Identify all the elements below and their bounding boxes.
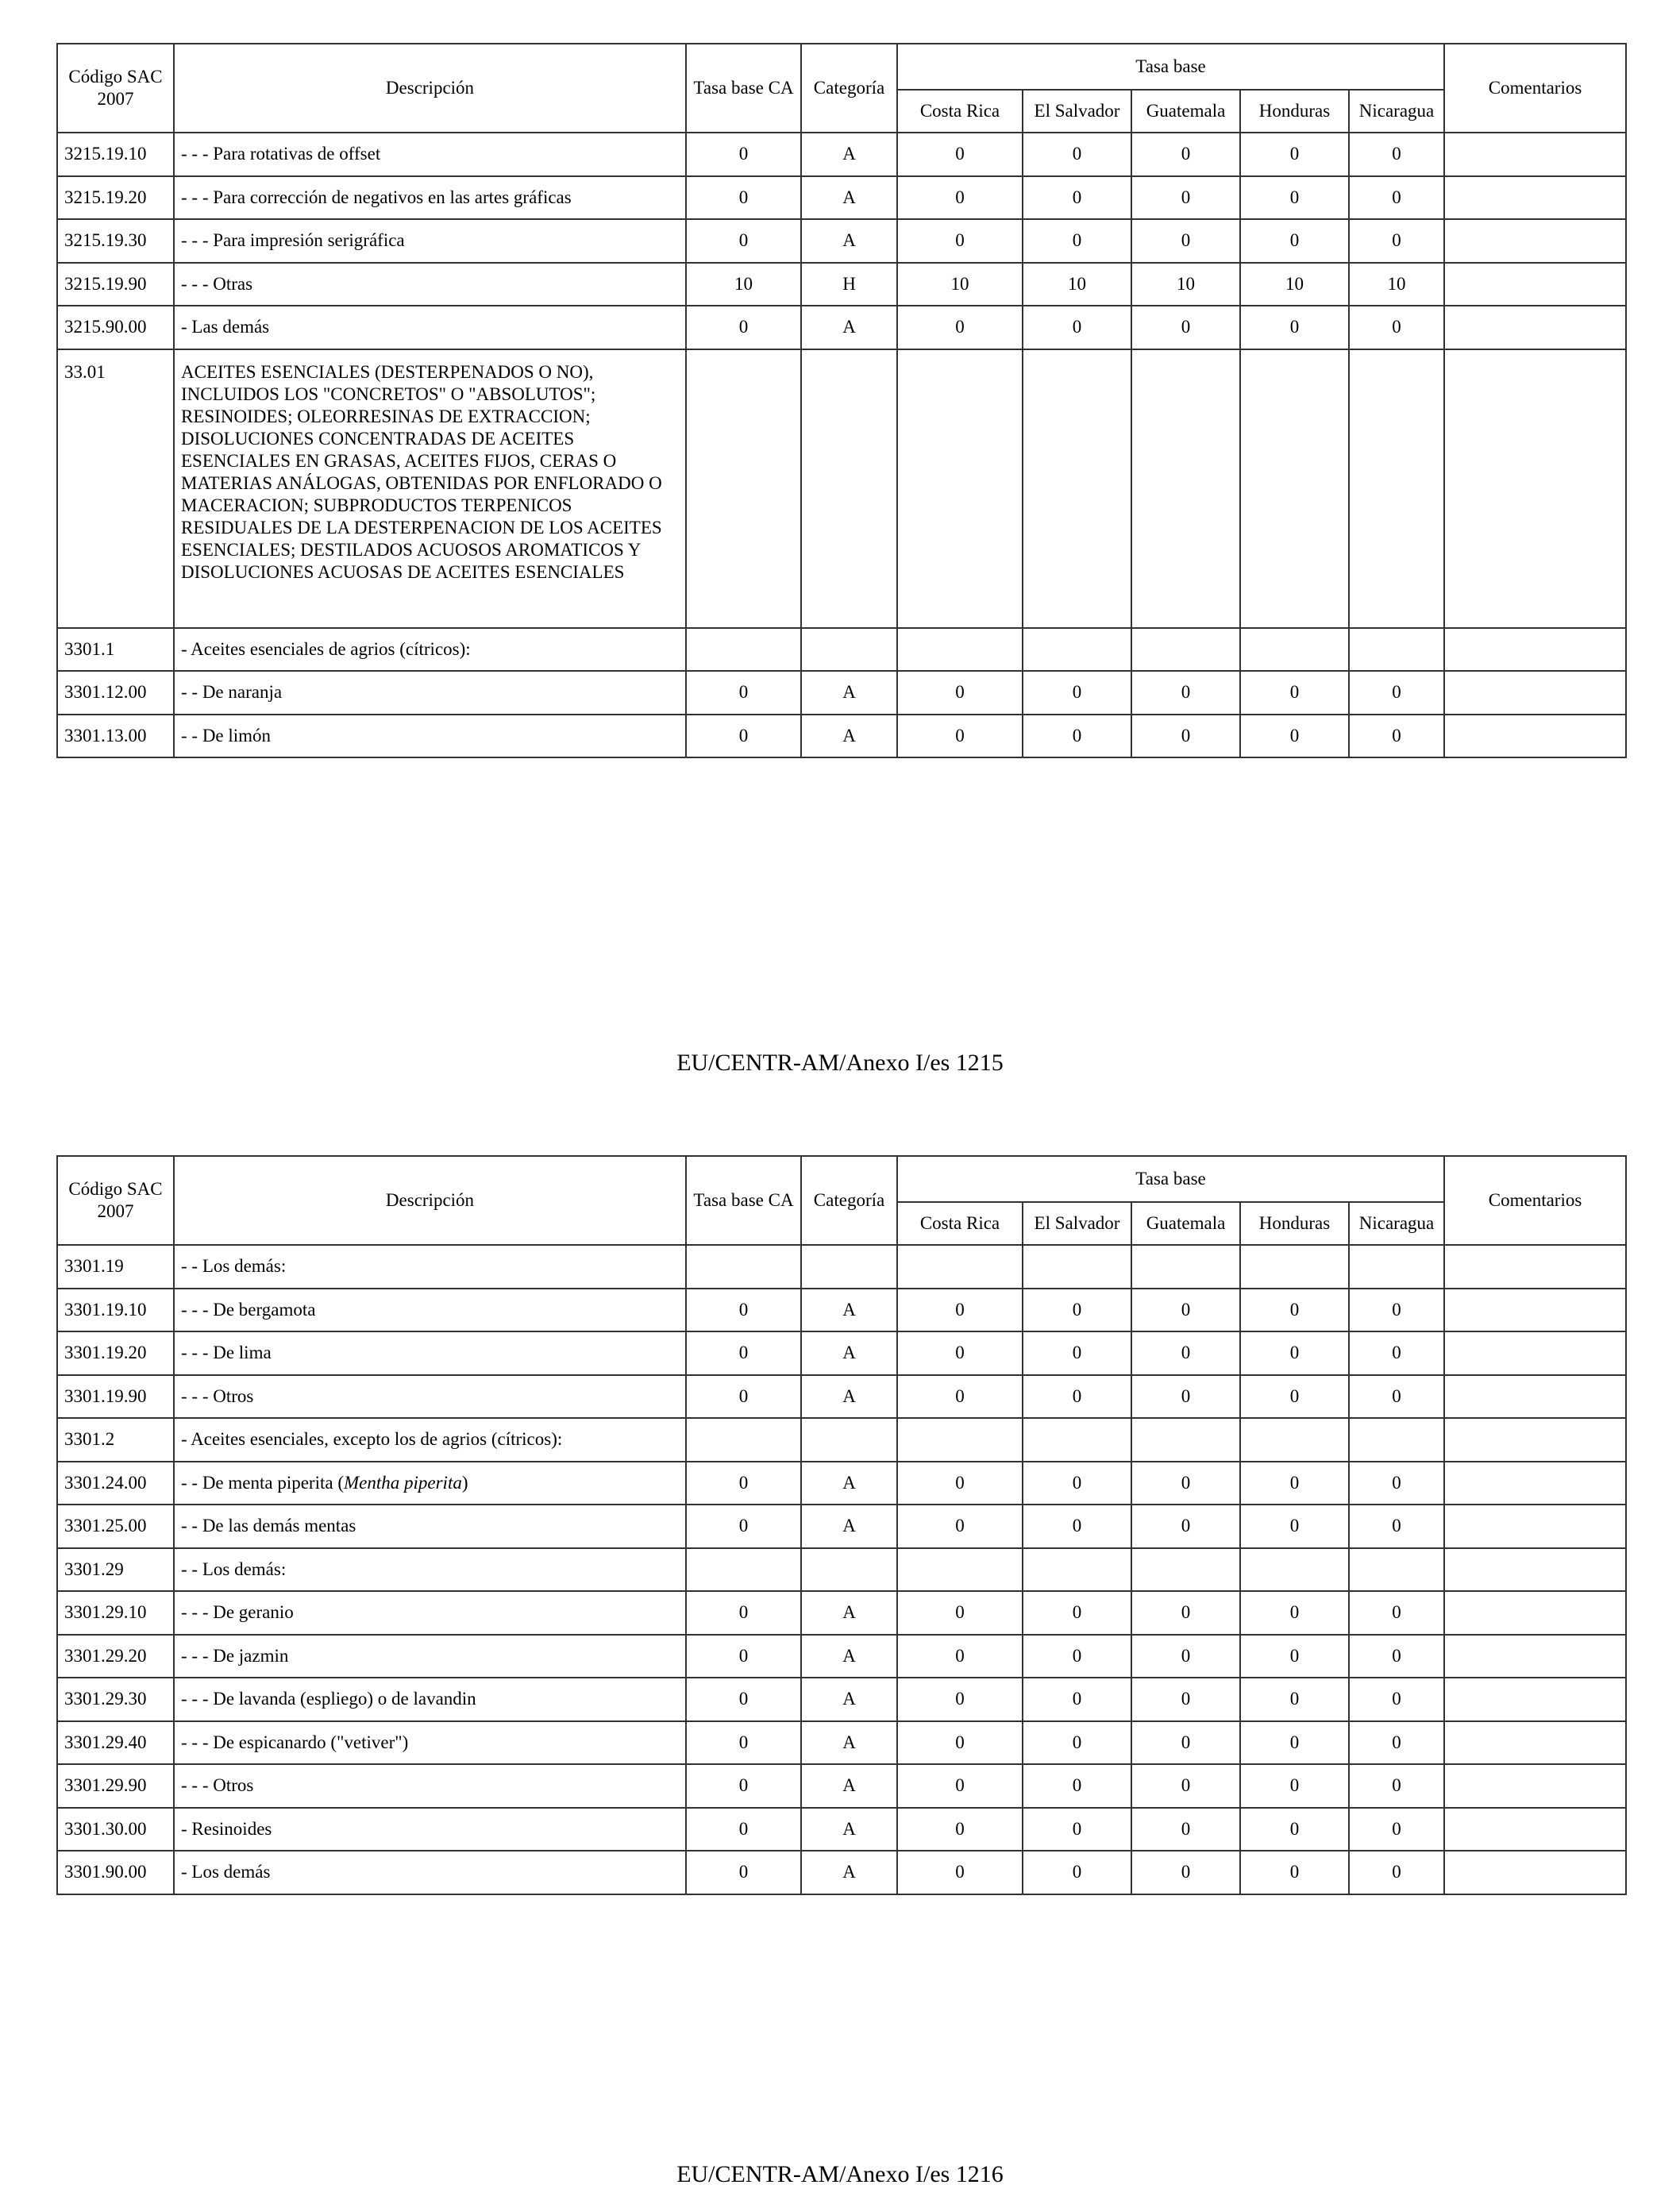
cell-el-salvador: 0	[1023, 1591, 1131, 1635]
cell-categoria: A	[801, 1851, 897, 1894]
cell-categoria	[801, 628, 897, 672]
cell-guatemala: 0	[1131, 715, 1240, 758]
cell-nicaragua: 0	[1349, 1721, 1444, 1765]
cell-honduras	[1240, 1548, 1349, 1592]
cell-tasa-base-ca: 0	[686, 1678, 801, 1721]
cell-guatemala	[1131, 349, 1240, 628]
cell-nicaragua: 0	[1349, 715, 1444, 758]
cell-guatemala	[1131, 1245, 1240, 1289]
cell-categoria	[801, 1245, 897, 1289]
header-nicaragua: Nicaragua	[1349, 90, 1444, 133]
cell-codigo: 3301.12.00	[57, 671, 174, 715]
cell-tasa-base-ca: 0	[686, 671, 801, 715]
cell-descripcion: - Aceites esenciales, excepto los de agrios (cítricos):	[174, 1418, 686, 1462]
cell-guatemala: 0	[1131, 1375, 1240, 1419]
cell-codigo: 3215.90.00	[57, 306, 174, 349]
cell-descripcion: - - - De jazmin	[174, 1635, 686, 1678]
cell-comentarios	[1444, 1851, 1626, 1894]
cell-nicaragua: 0	[1349, 1462, 1444, 1505]
cell-codigo: 33.01	[57, 349, 174, 628]
cell-nicaragua: 0	[1349, 1505, 1444, 1548]
cell-el-salvador	[1023, 1245, 1131, 1289]
cell-categoria: A	[801, 176, 897, 220]
cell-comentarios	[1444, 1678, 1626, 1721]
cell-comentarios	[1444, 1721, 1626, 1765]
cell-tasa-base-ca: 0	[686, 176, 801, 220]
cell-guatemala: 10	[1131, 263, 1240, 306]
table-row	[57, 176, 1626, 220]
cell-comentarios	[1444, 1462, 1626, 1505]
cell-categoria	[801, 1548, 897, 1592]
cell-honduras: 0	[1240, 176, 1349, 220]
cell-el-salvador	[1023, 349, 1131, 628]
cell-costa-rica: 10	[897, 263, 1023, 306]
cell-el-salvador: 0	[1023, 1808, 1131, 1851]
cell-honduras: 0	[1240, 133, 1349, 176]
cell-codigo: 3301.2	[57, 1418, 174, 1462]
cell-comentarios	[1444, 349, 1626, 628]
cell-codigo: 3301.29.10	[57, 1591, 174, 1635]
cell-el-salvador: 0	[1023, 1851, 1131, 1894]
cell-costa-rica	[897, 349, 1023, 628]
cell-guatemala	[1131, 1548, 1240, 1592]
cell-nicaragua: 0	[1349, 1851, 1444, 1894]
cell-guatemala: 0	[1131, 1505, 1240, 1548]
cell-nicaragua: 0	[1349, 1375, 1444, 1419]
cell-tasa-base-ca: 0	[686, 306, 801, 349]
cell-comentarios	[1444, 1764, 1626, 1808]
cell-tasa-base-ca	[686, 1245, 801, 1289]
cell-honduras	[1240, 1418, 1349, 1462]
cell-descripcion: - - - De bergamota	[174, 1289, 686, 1332]
cell-comentarios	[1444, 1505, 1626, 1548]
cell-categoria: A	[801, 1635, 897, 1678]
cell-honduras: 0	[1240, 1678, 1349, 1721]
cell-nicaragua	[1349, 628, 1444, 672]
cell-nicaragua: 0	[1349, 671, 1444, 715]
cell-comentarios	[1444, 628, 1626, 672]
cell-descripcion: - - - Otras	[174, 263, 686, 306]
cell-honduras: 0	[1240, 1721, 1349, 1765]
cell-codigo: 3301.30.00	[57, 1808, 174, 1851]
cell-el-salvador: 0	[1023, 1505, 1131, 1548]
cell-costa-rica	[897, 1245, 1023, 1289]
cell-el-salvador: 0	[1023, 1462, 1131, 1505]
cell-codigo: 3215.19.30	[57, 219, 174, 263]
header-categoria: Categoría	[801, 44, 897, 133]
cell-nicaragua	[1349, 1418, 1444, 1462]
cell-tasa-base-ca: 0	[686, 133, 801, 176]
cell-nicaragua: 0	[1349, 133, 1444, 176]
cell-descripcion: - - Los demás:	[174, 1245, 686, 1289]
cell-tasa-base-ca: 0	[686, 1289, 801, 1332]
cell-comentarios	[1444, 1375, 1626, 1419]
cell-el-salvador: 0	[1023, 1635, 1131, 1678]
cell-honduras	[1240, 628, 1349, 672]
cell-descripcion: - - - De espicanardo ("vetiver")	[174, 1721, 686, 1765]
cell-tasa-base-ca: 0	[686, 1462, 801, 1505]
cell-comentarios	[1444, 1245, 1626, 1289]
header-guatemala: Guatemala	[1131, 90, 1240, 133]
cell-categoria: A	[801, 133, 897, 176]
table-row	[57, 628, 1626, 672]
table-row	[57, 349, 1626, 628]
cell-codigo: 3301.90.00	[57, 1851, 174, 1894]
cell-comentarios	[1444, 715, 1626, 758]
cell-costa-rica: 0	[897, 1331, 1023, 1375]
cell-guatemala: 0	[1131, 1678, 1240, 1721]
cell-tasa-base-ca: 0	[686, 1808, 801, 1851]
cell-honduras: 0	[1240, 671, 1349, 715]
table-row	[57, 1591, 1626, 1635]
table-row	[57, 263, 1626, 306]
cell-comentarios	[1444, 1635, 1626, 1678]
cell-categoria: A	[801, 671, 897, 715]
cell-comentarios	[1444, 133, 1626, 176]
cell-descripcion: - Las demás	[174, 306, 686, 349]
cell-codigo: 3301.29.30	[57, 1678, 174, 1721]
cell-descripcion: - - De las demás mentas	[174, 1505, 686, 1548]
cell-descripcion: ACEITES ESENCIALES (DESTERPENADOS O NO), INCLUIDOS LOS "CONCRETOS" O "ABSOLUTOS"; RESINOIDES; OLEORRESINAS DE EXTRACCION; DISOLUCIONES CONCENTRADAS DE ACEITES ESENCIALES EN GRASAS, ACEITES FIJOS, CERAS O MATERIAS ANÁLOGAS, OBTENIDAS POR ENFLORADO O MACERACION; SUBPRODUCTOS TERPENICOS RESIDUALES DE LA DESTERPENACION DE LOS ACEITES ESENCIALES; DESTILADOS ACUOSOS AROMATICOS Y DISOLUCIONES ACUOSAS DE ACEITES ESENCIALES	[174, 349, 686, 628]
cell-codigo: 3301.19.20	[57, 1331, 174, 1375]
cell-comentarios	[1444, 219, 1626, 263]
cell-costa-rica: 0	[897, 1851, 1023, 1894]
cell-nicaragua: 0	[1349, 219, 1444, 263]
cell-descripcion: - Resinoides	[174, 1808, 686, 1851]
cell-costa-rica: 0	[897, 176, 1023, 220]
cell-categoria: A	[801, 1505, 897, 1548]
cell-comentarios	[1444, 1548, 1626, 1592]
cell-nicaragua: 10	[1349, 263, 1444, 306]
cell-costa-rica: 0	[897, 1505, 1023, 1548]
cell-el-salvador: 0	[1023, 306, 1131, 349]
cell-categoria: A	[801, 715, 897, 758]
cell-costa-rica: 0	[897, 1375, 1023, 1419]
cell-descripcion: - - - De lavanda (espliego) o de lavandin	[174, 1678, 686, 1721]
cell-descripcion: - - - Para rotativas de offset	[174, 133, 686, 176]
cell-tasa-base-ca: 0	[686, 1851, 801, 1894]
cell-costa-rica: 0	[897, 1678, 1023, 1721]
cell-comentarios	[1444, 671, 1626, 715]
cell-categoria: A	[801, 1808, 897, 1851]
cell-tasa-base-ca: 0	[686, 715, 801, 758]
cell-el-salvador: 0	[1023, 176, 1131, 220]
cell-codigo: 3215.19.10	[57, 133, 174, 176]
cell-guatemala: 0	[1131, 176, 1240, 220]
cell-guatemala: 0	[1131, 1808, 1240, 1851]
cell-honduras: 0	[1240, 1462, 1349, 1505]
header-guatemala: Guatemala	[1131, 1202, 1240, 1245]
cell-el-salvador: 0	[1023, 715, 1131, 758]
cell-nicaragua: 0	[1349, 1289, 1444, 1332]
cell-categoria: A	[801, 1678, 897, 1721]
cell-comentarios	[1444, 1289, 1626, 1332]
header-honduras: Honduras	[1240, 90, 1349, 133]
tariff-table-2	[56, 1155, 1627, 1895]
cell-categoria: A	[801, 1721, 897, 1765]
table-row	[57, 715, 1626, 758]
cell-tasa-base-ca	[686, 349, 801, 628]
cell-guatemala: 0	[1131, 1851, 1240, 1894]
cell-comentarios	[1444, 263, 1626, 306]
cell-costa-rica	[897, 628, 1023, 672]
table-row	[57, 306, 1626, 349]
cell-costa-rica	[897, 1548, 1023, 1592]
cell-el-salvador: 0	[1023, 1375, 1131, 1419]
cell-honduras: 0	[1240, 715, 1349, 758]
cell-tasa-base-ca: 0	[686, 219, 801, 263]
header-costa-rica: Costa Rica	[897, 1202, 1023, 1245]
cell-descripcion: - - - De geranio	[174, 1591, 686, 1635]
table-row	[57, 1462, 1626, 1505]
cell-el-salvador	[1023, 1548, 1131, 1592]
cell-costa-rica: 0	[897, 1635, 1023, 1678]
page-footer-1215: EU/CENTR-AM/Anexo I/es 1215	[676, 1050, 1004, 1076]
cell-comentarios	[1444, 1591, 1626, 1635]
cell-descripcion: - - De naranja	[174, 671, 686, 715]
table-row	[57, 1289, 1626, 1332]
cell-codigo: 3301.1	[57, 628, 174, 672]
cell-costa-rica: 0	[897, 715, 1023, 758]
cell-costa-rica: 0	[897, 671, 1023, 715]
cell-nicaragua: 0	[1349, 1808, 1444, 1851]
cell-descripcion: - - Los demás:	[174, 1548, 686, 1592]
cell-guatemala	[1131, 1418, 1240, 1462]
cell-descripcion: - - - Otros	[174, 1375, 686, 1419]
table-row	[57, 671, 1626, 715]
cell-categoria: A	[801, 1462, 897, 1505]
header-codigo: Código SAC 2007	[57, 44, 174, 133]
cell-descripcion: - - - De lima	[174, 1331, 686, 1375]
cell-nicaragua	[1349, 349, 1444, 628]
cell-codigo: 3301.19.90	[57, 1375, 174, 1419]
cell-descripcion: - Aceites esenciales de agrios (cítricos):	[174, 628, 686, 672]
header-tasa-base: Tasa base	[897, 44, 1444, 90]
table-row	[57, 1764, 1626, 1808]
cell-honduras	[1240, 1245, 1349, 1289]
cell-comentarios	[1444, 176, 1626, 220]
description-italic-text: Mentha piperita	[344, 1472, 462, 1493]
cell-tasa-base-ca	[686, 1418, 801, 1462]
header-tasa-base-ca: Tasa base CA	[686, 1156, 801, 1245]
cell-categoria: A	[801, 1331, 897, 1375]
header-costa-rica: Costa Rica	[897, 90, 1023, 133]
cell-costa-rica: 0	[897, 1764, 1023, 1808]
cell-el-salvador: 0	[1023, 1721, 1131, 1765]
cell-categoria	[801, 349, 897, 628]
cell-codigo: 3301.24.00	[57, 1462, 174, 1505]
cell-nicaragua	[1349, 1245, 1444, 1289]
cell-guatemala: 0	[1131, 1331, 1240, 1375]
cell-categoria: A	[801, 1289, 897, 1332]
table-row	[57, 1375, 1626, 1419]
cell-honduras: 0	[1240, 1808, 1349, 1851]
table-row	[57, 1721, 1626, 1765]
cell-nicaragua: 0	[1349, 1635, 1444, 1678]
cell-comentarios	[1444, 1418, 1626, 1462]
header-honduras: Honduras	[1240, 1202, 1349, 1245]
cell-el-salvador: 0	[1023, 1331, 1131, 1375]
cell-tasa-base-ca: 0	[686, 1721, 801, 1765]
header-comentarios: Comentarios	[1444, 44, 1626, 133]
cell-guatemala: 0	[1131, 133, 1240, 176]
cell-codigo: 3301.13.00	[57, 715, 174, 758]
cell-tasa-base-ca: 0	[686, 1375, 801, 1419]
cell-categoria: A	[801, 219, 897, 263]
cell-honduras: 0	[1240, 1591, 1349, 1635]
cell-categoria: H	[801, 263, 897, 306]
cell-costa-rica: 0	[897, 1721, 1023, 1765]
tariff-table-1	[56, 43, 1627, 758]
cell-tasa-base-ca: 0	[686, 1635, 801, 1678]
cell-honduras: 0	[1240, 1331, 1349, 1375]
cell-tasa-base-ca	[686, 628, 801, 672]
cell-el-salvador: 0	[1023, 1678, 1131, 1721]
cell-comentarios	[1444, 306, 1626, 349]
cell-codigo: 3301.29.40	[57, 1721, 174, 1765]
cell-nicaragua: 0	[1349, 306, 1444, 349]
table-row	[57, 1418, 1626, 1462]
cell-categoria: A	[801, 306, 897, 349]
cell-el-salvador: 0	[1023, 671, 1131, 715]
table-row	[57, 1808, 1626, 1851]
cell-descripcion: - - De limón	[174, 715, 686, 758]
cell-descripcion: - - - Para impresión serigráfica	[174, 219, 686, 263]
cell-guatemala: 0	[1131, 1721, 1240, 1765]
table-row	[57, 1635, 1626, 1678]
header-codigo: Código SAC 2007	[57, 1156, 174, 1245]
cell-tasa-base-ca: 0	[686, 1505, 801, 1548]
cell-costa-rica: 0	[897, 1808, 1023, 1851]
cell-guatemala: 0	[1131, 1635, 1240, 1678]
cell-costa-rica: 0	[897, 133, 1023, 176]
cell-costa-rica: 0	[897, 1289, 1023, 1332]
table-row	[57, 1851, 1626, 1894]
cell-costa-rica: 0	[897, 306, 1023, 349]
cell-codigo: 3301.29	[57, 1548, 174, 1592]
cell-codigo: 3301.25.00	[57, 1505, 174, 1548]
cell-nicaragua: 0	[1349, 176, 1444, 220]
cell-codigo: 3215.19.20	[57, 176, 174, 220]
cell-guatemala: 0	[1131, 1462, 1240, 1505]
cell-honduras: 0	[1240, 219, 1349, 263]
header-el-salvador: El Salvador	[1023, 90, 1131, 133]
cell-el-salvador	[1023, 628, 1131, 672]
cell-guatemala: 0	[1131, 1591, 1240, 1635]
header-comentarios: Comentarios	[1444, 1156, 1626, 1245]
cell-honduras: 10	[1240, 263, 1349, 306]
cell-comentarios	[1444, 1808, 1626, 1851]
header-tasa-base: Tasa base	[897, 1156, 1444, 1202]
table-row	[57, 133, 1626, 176]
cell-el-salvador: 0	[1023, 1764, 1131, 1808]
cell-tasa-base-ca: 0	[686, 1331, 801, 1375]
cell-nicaragua: 0	[1349, 1764, 1444, 1808]
header-descripcion: Descripción	[174, 44, 686, 133]
cell-tasa-base-ca	[686, 1548, 801, 1592]
header-nicaragua: Nicaragua	[1349, 1202, 1444, 1245]
cell-honduras: 0	[1240, 306, 1349, 349]
cell-categoria: A	[801, 1764, 897, 1808]
table-row	[57, 1505, 1626, 1548]
cell-honduras	[1240, 349, 1349, 628]
cell-el-salvador: 0	[1023, 219, 1131, 263]
cell-descripcion	[174, 1462, 686, 1505]
cell-codigo: 3301.19.10	[57, 1289, 174, 1332]
cell-tasa-base-ca: 0	[686, 1591, 801, 1635]
cell-nicaragua	[1349, 1548, 1444, 1592]
cell-descripcion: - Los demás	[174, 1851, 686, 1894]
cell-tasa-base-ca: 0	[686, 1764, 801, 1808]
cell-guatemala: 0	[1131, 1764, 1240, 1808]
description-text-after: )	[461, 1472, 468, 1493]
header-el-salvador: El Salvador	[1023, 1202, 1131, 1245]
cell-honduras: 0	[1240, 1764, 1349, 1808]
cell-guatemala: 0	[1131, 1289, 1240, 1332]
cell-descripcion: - - - Para corrección de negativos en las artes gráficas	[174, 176, 686, 220]
cell-categoria: A	[801, 1591, 897, 1635]
cell-categoria	[801, 1418, 897, 1462]
cell-codigo: 3301.29.90	[57, 1764, 174, 1808]
cell-honduras: 0	[1240, 1375, 1349, 1419]
table-row	[57, 1678, 1626, 1721]
cell-el-salvador: 0	[1023, 133, 1131, 176]
header-descripcion: Descripción	[174, 1156, 686, 1245]
cell-nicaragua: 0	[1349, 1591, 1444, 1635]
cell-costa-rica	[897, 1418, 1023, 1462]
cell-categoria: A	[801, 1375, 897, 1419]
table-row	[57, 1548, 1626, 1592]
table-row	[57, 219, 1626, 263]
cell-honduras: 0	[1240, 1851, 1349, 1894]
cell-el-salvador: 10	[1023, 263, 1131, 306]
cell-costa-rica: 0	[897, 219, 1023, 263]
cell-honduras: 0	[1240, 1635, 1349, 1678]
cell-costa-rica: 0	[897, 1462, 1023, 1505]
cell-guatemala: 0	[1131, 671, 1240, 715]
cell-tasa-base-ca: 10	[686, 263, 801, 306]
cell-comentarios	[1444, 1331, 1626, 1375]
cell-el-salvador: 0	[1023, 1289, 1131, 1332]
cell-descripcion: - - - Otros	[174, 1764, 686, 1808]
cell-guatemala: 0	[1131, 306, 1240, 349]
cell-guatemala	[1131, 628, 1240, 672]
header-categoria: Categoría	[801, 1156, 897, 1245]
cell-codigo: 3301.29.20	[57, 1635, 174, 1678]
cell-guatemala: 0	[1131, 219, 1240, 263]
cell-nicaragua: 0	[1349, 1331, 1444, 1375]
cell-honduras: 0	[1240, 1289, 1349, 1332]
cell-el-salvador	[1023, 1418, 1131, 1462]
description-text: - - De menta piperita (	[181, 1472, 344, 1493]
cell-nicaragua: 0	[1349, 1678, 1444, 1721]
table-row	[57, 1331, 1626, 1375]
page-footer-1216: EU/CENTR-AM/Anexo I/es 1216	[676, 2161, 1004, 2187]
cell-costa-rica: 0	[897, 1591, 1023, 1635]
header-tasa-base-ca: Tasa base CA	[686, 44, 801, 133]
cell-honduras: 0	[1240, 1505, 1349, 1548]
cell-codigo: 3301.19	[57, 1245, 174, 1289]
table-row	[57, 1245, 1626, 1289]
cell-codigo: 3215.19.90	[57, 263, 174, 306]
